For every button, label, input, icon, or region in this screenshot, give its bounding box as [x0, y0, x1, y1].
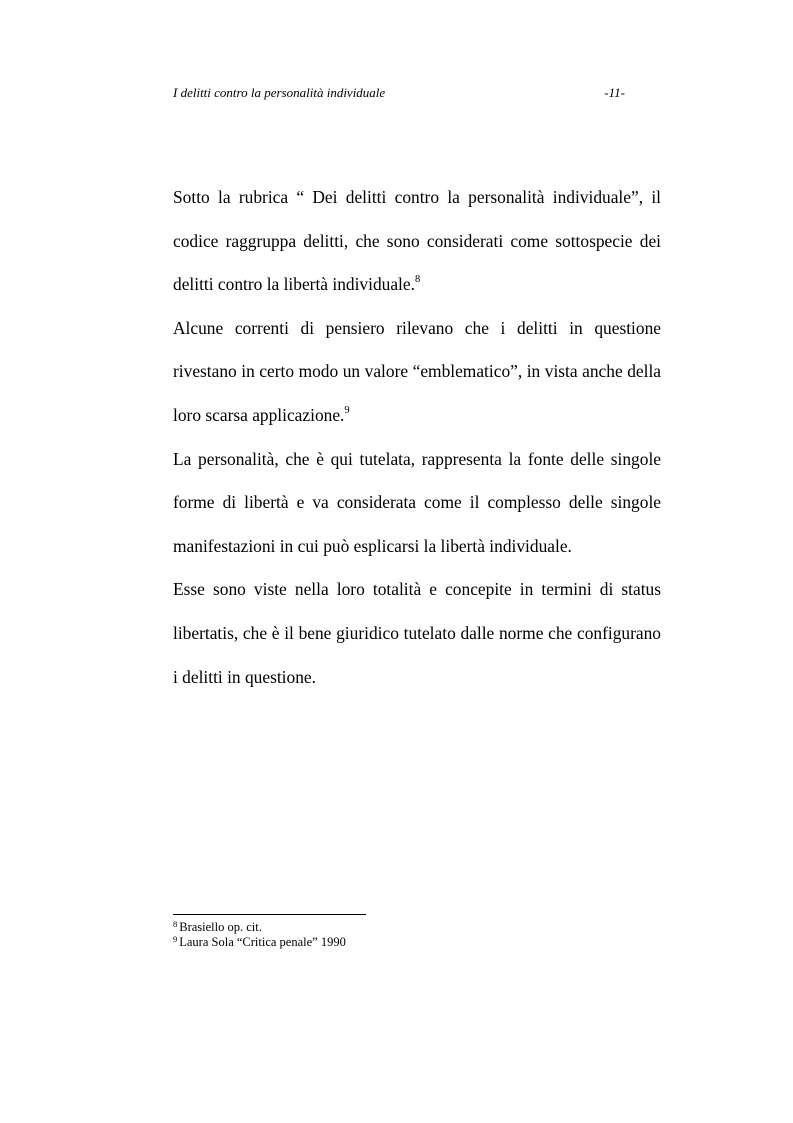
paragraph [173, 438, 661, 569]
paragraph-text: Sotto la rubrica “ Dei delitti contro la personalità individuale”, il codice raggruppa delitti, che sono considerati come sottospecie dei delitti contro la libertà individuale. [173, 187, 661, 295]
page-number: -11- [604, 85, 625, 100]
paragraph [173, 307, 661, 438]
footnote-number: 9 [173, 934, 178, 944]
header-title: I delitti contro la personalità individuale [173, 85, 386, 100]
footnote-text: Laura Sola “Critica penale” 1990 [179, 935, 346, 949]
footnote-reference: 8 [414, 274, 421, 286]
footnotes [173, 920, 573, 950]
footnote-divider [173, 914, 366, 915]
paragraph [173, 176, 661, 307]
footnote [173, 935, 573, 950]
paragraph-text: Alcune correnti di pensiero rilevano che i delitti in questione rivestano in certo modo un valore “emblematico”, in vista anche della loro scarsa applicazione. [173, 317, 661, 425]
paragraph-text: La personalità, che è qui tutelata, rappresenta la fonte delle singole forme di libertà e va considerata come il complesso delle singole manifestazioni in cui può esplicarsi la libertà individuale. [173, 448, 661, 556]
footnote [173, 920, 573, 935]
paragraph [173, 568, 661, 699]
footnote-reference: 9 [344, 404, 350, 416]
body-text [173, 176, 661, 699]
paragraph-text: Esse sono viste nella loro totalità e concepite in termini di status libertatis, che è il bene giuridico tutelato dalle norme che configurano i delitti in questione. [173, 579, 661, 687]
footnote-number: 8 [173, 919, 178, 929]
footnote-text: Brasiello op. cit. [179, 920, 262, 934]
